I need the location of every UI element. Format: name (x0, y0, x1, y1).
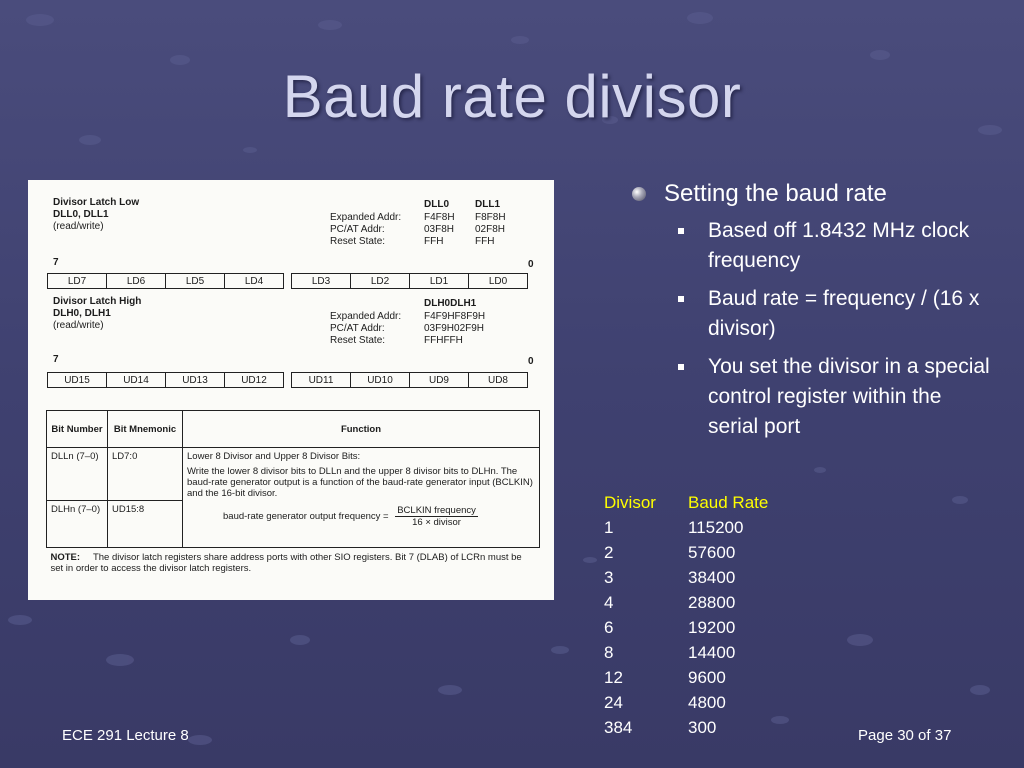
high-row-v: F4F9HF8F9H (424, 311, 486, 322)
table-row (604, 590, 768, 615)
table-row (604, 540, 768, 565)
divisor-cell: 12 (604, 668, 623, 687)
divisor-cell: 1 (604, 518, 614, 537)
col-header-function: Function (183, 411, 540, 448)
divisor-table-header (604, 490, 768, 515)
sub-bullet-text: You set the divisor in a special control register within the serial port (708, 355, 990, 438)
high-row-v: 03F9H02F9H (424, 323, 485, 334)
bullet-main-text: Setting the baud rate (664, 180, 887, 207)
bit-cell: UD12 (224, 372, 284, 388)
sphere-bullet-icon (632, 187, 646, 201)
low-register-bits (48, 273, 528, 289)
low-row-label: PC/AT Addr: (330, 224, 385, 235)
bullet-list (632, 178, 992, 450)
low-bit-hi: 7 (53, 257, 59, 268)
note-text: The divisor latch registers share address ports with other SIO registers. Bit 7 (DLAB) of LCRn must be set in order to access the divisor latch registers. (50, 552, 522, 574)
sub-bullets (632, 216, 992, 442)
header-baud-rate: Baud Rate (688, 493, 769, 512)
sub-bullet-text: Baud rate = frequency / (16 x divisor) (708, 287, 980, 340)
col-header-bit-number: Bit Number (47, 411, 108, 448)
function-body: Write the lower 8 divisor bits to DLLn and the upper 8 divisor bits to DLHn. The baud-rate generator output is a function of the baud-rate generator input (BCLKIN) and the 16-bit divisor. (187, 466, 533, 499)
bit-cell: UD9 (409, 372, 469, 388)
sub-bullet-text: Based off 1.8432 MHz clock frequency (708, 219, 970, 272)
low-row-v1: 03F8H (424, 224, 455, 235)
register-figure (28, 180, 554, 600)
bit-cell: LD2 (350, 273, 410, 289)
table-row (604, 565, 768, 590)
bit-cell: LD5 (165, 273, 225, 289)
high-row-label: PC/AT Addr: (330, 323, 385, 334)
baud-cell: 57600 (688, 543, 736, 562)
function-description (183, 448, 540, 548)
bit-cell: UD8 (468, 372, 528, 388)
table-row (604, 615, 768, 640)
table-row (604, 640, 768, 665)
formula-label: baud-rate generator output frequency = (223, 511, 389, 523)
bit-cell: UD10 (350, 372, 410, 388)
divisor-cell: 3 (604, 568, 614, 587)
high-heading: Divisor Latch High (53, 296, 142, 307)
col-header-bit-mnemonic: Bit Mnemonic (108, 411, 183, 448)
square-bullet-icon (678, 228, 684, 234)
low-row-label: Reset State: (330, 236, 386, 247)
table-row (604, 715, 768, 740)
baud-cell: 115200 (688, 518, 744, 537)
sub-bullet (676, 216, 992, 276)
row2-mnemonic: UD15:8 (108, 501, 183, 548)
low-row-v2: F8F8H (475, 212, 506, 223)
high-regs: DLH0, DLH1 (53, 308, 111, 319)
bit-cell: LD3 (291, 273, 351, 289)
low-access: (read/write) (53, 221, 104, 232)
baud-cell: 300 (688, 718, 717, 737)
low-heading: Divisor Latch Low (53, 197, 140, 208)
function-table (46, 410, 540, 577)
low-col2: DLL1 (475, 199, 500, 210)
formula (187, 505, 535, 528)
slide-title: Baud rate divisor (282, 63, 742, 130)
square-bullet-icon (678, 296, 684, 302)
low-row-label: Expanded Addr: (330, 212, 402, 223)
divisor-cell: 4 (604, 593, 614, 612)
high-bit-hi: 7 (53, 354, 59, 365)
divisor-cell: 384 (604, 718, 633, 737)
bit-cell: LD7 (47, 273, 107, 289)
bit-cell: UD11 (291, 372, 351, 388)
bit-cell: LD1 (409, 273, 469, 289)
bit-cell: LD6 (106, 273, 166, 289)
divisor-cell: 6 (604, 618, 614, 637)
baud-cell: 14400 (688, 643, 736, 662)
row1-bit-number: DLLn (7–0) (47, 448, 108, 501)
high-cols: DLH0DLH1 (424, 298, 477, 309)
bit-cell: UD14 (106, 372, 166, 388)
baud-cell: 28800 (688, 593, 736, 612)
footer-course: ECE 291 Lecture 8 (62, 727, 189, 744)
sub-bullet (676, 352, 992, 442)
high-row-label: Reset State: (330, 335, 386, 346)
note-label: NOTE: (50, 552, 81, 563)
low-regs: DLL0, DLL1 (53, 209, 109, 220)
table-row (604, 690, 768, 715)
divisor-cell: 24 (604, 693, 623, 712)
bullet-main (632, 178, 992, 210)
footer-page-number: Page 30 of 37 (858, 727, 952, 744)
divisor-table (604, 490, 768, 740)
low-bit-lo: 0 (528, 259, 534, 270)
table-row (604, 665, 768, 690)
function-title: Lower 8 Divisor and Upper 8 Divisor Bits: (187, 451, 361, 462)
row2-bit-number: DLHn (7–0) (47, 501, 108, 548)
high-row-label: Expanded Addr: (330, 311, 402, 322)
sub-bullet (676, 284, 992, 344)
baud-cell: 9600 (688, 668, 726, 687)
high-bit-lo: 0 (528, 356, 534, 367)
baud-cell: 4800 (688, 693, 726, 712)
row1-mnemonic: LD7:0 (108, 448, 183, 501)
square-bullet-icon (678, 364, 684, 370)
high-register-bits (48, 372, 528, 388)
low-row-v1: FFH (424, 236, 444, 247)
low-col1: DLL0 (424, 199, 449, 210)
baud-cell: 38400 (688, 568, 736, 587)
divisor-cell: 8 (604, 643, 614, 662)
high-row-v: FFHFFH (424, 335, 463, 346)
header-divisor: Divisor (604, 493, 656, 512)
formula-denominator: 16 × divisor (412, 517, 461, 528)
table-row (604, 515, 768, 540)
divisor-cell: 2 (604, 543, 614, 562)
bit-cell: LD0 (468, 273, 528, 289)
high-access: (read/write) (53, 320, 104, 331)
formula-fraction (395, 505, 478, 528)
formula-numerator: BCLKIN frequency (397, 505, 476, 516)
low-row-v1: F4F8H (424, 212, 455, 223)
low-row-v2: FFH (475, 236, 495, 247)
bit-cell: LD4 (224, 273, 284, 289)
baud-cell: 19200 (688, 618, 736, 637)
bit-cell: UD15 (47, 372, 107, 388)
low-row-v2: 02F8H (475, 224, 506, 235)
bit-cell: UD13 (165, 372, 225, 388)
